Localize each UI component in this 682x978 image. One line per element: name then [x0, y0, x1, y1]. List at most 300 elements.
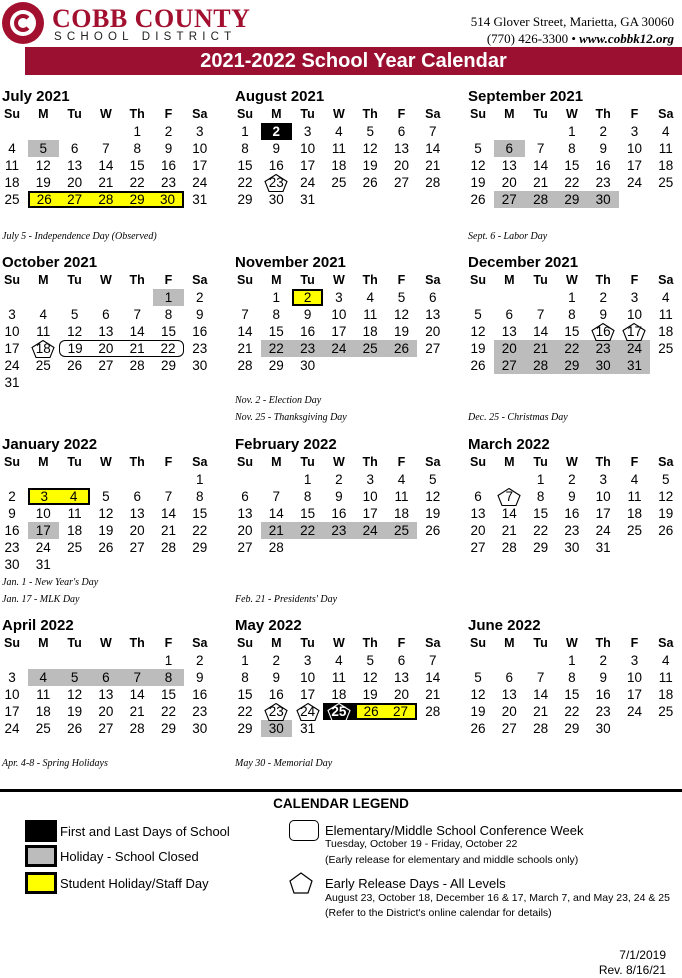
- day-cell[interactable]: [462, 140, 493, 157]
- day-cell[interactable]: [184, 539, 215, 556]
- day-cell[interactable]: [650, 306, 681, 323]
- day-cell[interactable]: [59, 522, 90, 539]
- day-cell[interactable]: [122, 123, 153, 140]
- day-cell[interactable]: [292, 488, 323, 505]
- day-cell[interactable]: [261, 720, 292, 737]
- day-cell[interactable]: [619, 289, 650, 306]
- day-cell[interactable]: [386, 686, 417, 703]
- day-cell[interactable]: [462, 686, 493, 703]
- day-cell[interactable]: [59, 140, 90, 157]
- day-cell[interactable]: [28, 191, 59, 208]
- day-cell[interactable]: [0, 669, 28, 686]
- day-cell[interactable]: [494, 669, 525, 686]
- day-cell[interactable]: [494, 323, 525, 340]
- day-cell[interactable]: [588, 471, 619, 488]
- day-cell[interactable]: [323, 652, 354, 669]
- day-cell[interactable]: [28, 720, 59, 737]
- day-cell[interactable]: [261, 669, 292, 686]
- day-cell[interactable]: [261, 686, 292, 703]
- day-cell[interactable]: [59, 686, 90, 703]
- day-cell[interactable]: [417, 140, 448, 157]
- day-cell[interactable]: [229, 174, 260, 191]
- day-cell[interactable]: [184, 140, 215, 157]
- day-cell[interactable]: [650, 123, 681, 140]
- day-cell[interactable]: [323, 471, 354, 488]
- day-cell[interactable]: [0, 157, 28, 174]
- day-cell[interactable]: [0, 686, 28, 703]
- day-cell[interactable]: [556, 686, 587, 703]
- day-cell[interactable]: [525, 157, 556, 174]
- day-cell[interactable]: [59, 191, 90, 208]
- day-cell[interactable]: [153, 174, 184, 191]
- day-cell[interactable]: [619, 669, 650, 686]
- day-cell[interactable]: [229, 323, 260, 340]
- day-cell[interactable]: [619, 357, 650, 374]
- day-cell[interactable]: [261, 191, 292, 208]
- day-cell[interactable]: [229, 686, 260, 703]
- day-cell[interactable]: [59, 505, 90, 522]
- day-cell[interactable]: [153, 669, 184, 686]
- day-cell[interactable]: [417, 522, 448, 539]
- day-cell[interactable]: [525, 191, 556, 208]
- day-cell[interactable]: [122, 323, 153, 340]
- day-cell[interactable]: [59, 669, 90, 686]
- day-cell[interactable]: [0, 505, 28, 522]
- day-cell[interactable]: [556, 505, 587, 522]
- day-cell[interactable]: [90, 488, 121, 505]
- day-cell[interactable]: [323, 289, 354, 306]
- day-cell[interactable]: [417, 174, 448, 191]
- day-cell[interactable]: [619, 306, 650, 323]
- day-cell[interactable]: [90, 686, 121, 703]
- day-cell[interactable]: [229, 306, 260, 323]
- day-cell[interactable]: [229, 357, 260, 374]
- day-cell[interactable]: [556, 140, 587, 157]
- day-cell[interactable]: [323, 703, 354, 720]
- day-cell[interactable]: [261, 703, 292, 720]
- day-cell[interactable]: [650, 471, 681, 488]
- day-cell[interactable]: [417, 471, 448, 488]
- day-cell[interactable]: [184, 703, 215, 720]
- day-cell[interactable]: [650, 686, 681, 703]
- day-cell[interactable]: [462, 669, 493, 686]
- day-cell[interactable]: [556, 191, 587, 208]
- day-cell[interactable]: [462, 306, 493, 323]
- day-cell[interactable]: [122, 340, 153, 357]
- day-cell[interactable]: [90, 191, 121, 208]
- day-cell[interactable]: [261, 174, 292, 191]
- day-cell[interactable]: [184, 488, 215, 505]
- day-cell[interactable]: [386, 488, 417, 505]
- day-cell[interactable]: [386, 340, 417, 357]
- day-cell[interactable]: [292, 505, 323, 522]
- day-cell[interactable]: [556, 488, 587, 505]
- day-cell[interactable]: [323, 686, 354, 703]
- day-cell[interactable]: [525, 471, 556, 488]
- day-cell[interactable]: [0, 191, 28, 208]
- day-cell[interactable]: [59, 357, 90, 374]
- day-cell[interactable]: [588, 174, 619, 191]
- day-cell[interactable]: [153, 306, 184, 323]
- day-cell[interactable]: [59, 703, 90, 720]
- day-cell[interactable]: [0, 374, 28, 391]
- day-cell[interactable]: [184, 471, 215, 488]
- day-cell[interactable]: [525, 357, 556, 374]
- day-cell[interactable]: [153, 686, 184, 703]
- day-cell[interactable]: [153, 123, 184, 140]
- day-cell[interactable]: [59, 323, 90, 340]
- day-cell[interactable]: [122, 686, 153, 703]
- day-cell[interactable]: [323, 340, 354, 357]
- day-cell[interactable]: [417, 652, 448, 669]
- day-cell[interactable]: [122, 174, 153, 191]
- day-cell[interactable]: [292, 174, 323, 191]
- day-cell[interactable]: [229, 652, 260, 669]
- day-cell[interactable]: [0, 556, 28, 573]
- day-cell[interactable]: [619, 686, 650, 703]
- day-cell[interactable]: [28, 357, 59, 374]
- day-cell[interactable]: [556, 174, 587, 191]
- day-cell[interactable]: [355, 157, 386, 174]
- day-cell[interactable]: [292, 123, 323, 140]
- day-cell[interactable]: [59, 488, 90, 505]
- day-cell[interactable]: [90, 157, 121, 174]
- day-cell[interactable]: [588, 720, 619, 737]
- day-cell[interactable]: [355, 522, 386, 539]
- day-cell[interactable]: [122, 505, 153, 522]
- day-cell[interactable]: [90, 522, 121, 539]
- day-cell[interactable]: [0, 522, 28, 539]
- day-cell[interactable]: [462, 157, 493, 174]
- day-cell[interactable]: [292, 340, 323, 357]
- day-cell[interactable]: [0, 539, 28, 556]
- day-cell[interactable]: [386, 652, 417, 669]
- day-cell[interactable]: [650, 522, 681, 539]
- day-cell[interactable]: [417, 340, 448, 357]
- day-cell[interactable]: [588, 505, 619, 522]
- day-cell[interactable]: [292, 669, 323, 686]
- day-cell[interactable]: [462, 191, 493, 208]
- day-cell[interactable]: [28, 505, 59, 522]
- day-cell[interactable]: [525, 174, 556, 191]
- day-cell[interactable]: [229, 123, 260, 140]
- day-cell[interactable]: [386, 505, 417, 522]
- day-cell[interactable]: [261, 306, 292, 323]
- day-cell[interactable]: [323, 306, 354, 323]
- day-cell[interactable]: [292, 720, 323, 737]
- day-cell[interactable]: [650, 323, 681, 340]
- day-cell[interactable]: [59, 174, 90, 191]
- day-cell[interactable]: [494, 703, 525, 720]
- day-cell[interactable]: [184, 123, 215, 140]
- day-cell[interactable]: [525, 669, 556, 686]
- day-cell[interactable]: [462, 522, 493, 539]
- day-cell[interactable]: [261, 157, 292, 174]
- day-cell[interactable]: [229, 669, 260, 686]
- day-cell[interactable]: [184, 652, 215, 669]
- day-cell[interactable]: [556, 720, 587, 737]
- day-cell[interactable]: [292, 522, 323, 539]
- day-cell[interactable]: [153, 539, 184, 556]
- day-cell[interactable]: [494, 191, 525, 208]
- day-cell[interactable]: [28, 522, 59, 539]
- day-cell[interactable]: [59, 539, 90, 556]
- day-cell[interactable]: [153, 157, 184, 174]
- day-cell[interactable]: [494, 488, 525, 505]
- day-cell[interactable]: [525, 340, 556, 357]
- day-cell[interactable]: [494, 140, 525, 157]
- day-cell[interactable]: [261, 140, 292, 157]
- day-cell[interactable]: [355, 488, 386, 505]
- day-cell[interactable]: [417, 289, 448, 306]
- day-cell[interactable]: [90, 340, 121, 357]
- day-cell[interactable]: [386, 522, 417, 539]
- day-cell[interactable]: [90, 323, 121, 340]
- day-cell[interactable]: [386, 289, 417, 306]
- day-cell[interactable]: [229, 157, 260, 174]
- day-cell[interactable]: [619, 471, 650, 488]
- day-cell[interactable]: [525, 306, 556, 323]
- day-cell[interactable]: [556, 522, 587, 539]
- day-cell[interactable]: [184, 306, 215, 323]
- day-cell[interactable]: [650, 140, 681, 157]
- day-cell[interactable]: [386, 140, 417, 157]
- day-cell[interactable]: [355, 323, 386, 340]
- day-cell[interactable]: [153, 488, 184, 505]
- day-cell[interactable]: [588, 340, 619, 357]
- day-cell[interactable]: [292, 686, 323, 703]
- day-cell[interactable]: [261, 123, 292, 140]
- day-cell[interactable]: [556, 703, 587, 720]
- day-cell[interactable]: [184, 289, 215, 306]
- day-cell[interactable]: [588, 539, 619, 556]
- day-cell[interactable]: [28, 539, 59, 556]
- day-cell[interactable]: [184, 720, 215, 737]
- day-cell[interactable]: [355, 505, 386, 522]
- day-cell[interactable]: [650, 505, 681, 522]
- day-cell[interactable]: [153, 522, 184, 539]
- day-cell[interactable]: [90, 306, 121, 323]
- day-cell[interactable]: [386, 306, 417, 323]
- day-cell[interactable]: [556, 539, 587, 556]
- day-cell[interactable]: [556, 652, 587, 669]
- day-cell[interactable]: [556, 669, 587, 686]
- day-cell[interactable]: [261, 488, 292, 505]
- day-cell[interactable]: [184, 505, 215, 522]
- day-cell[interactable]: [462, 174, 493, 191]
- day-cell[interactable]: [28, 340, 59, 357]
- day-cell[interactable]: [462, 720, 493, 737]
- day-cell[interactable]: [355, 140, 386, 157]
- day-cell[interactable]: [619, 522, 650, 539]
- day-cell[interactable]: [323, 140, 354, 157]
- day-cell[interactable]: [462, 488, 493, 505]
- day-cell[interactable]: [90, 703, 121, 720]
- day-cell[interactable]: [28, 323, 59, 340]
- day-cell[interactable]: [355, 471, 386, 488]
- day-cell[interactable]: [153, 652, 184, 669]
- day-cell[interactable]: [556, 357, 587, 374]
- day-cell[interactable]: [525, 140, 556, 157]
- day-cell[interactable]: [525, 488, 556, 505]
- day-cell[interactable]: [386, 157, 417, 174]
- day-cell[interactable]: [650, 488, 681, 505]
- day-cell[interactable]: [261, 522, 292, 539]
- day-cell[interactable]: [292, 289, 323, 306]
- day-cell[interactable]: [494, 522, 525, 539]
- day-cell[interactable]: [525, 686, 556, 703]
- day-cell[interactable]: [153, 720, 184, 737]
- day-cell[interactable]: [122, 357, 153, 374]
- day-cell[interactable]: [355, 686, 386, 703]
- day-cell[interactable]: [386, 703, 417, 720]
- day-cell[interactable]: [494, 505, 525, 522]
- day-cell[interactable]: [556, 340, 587, 357]
- day-cell[interactable]: [323, 522, 354, 539]
- day-cell[interactable]: [619, 157, 650, 174]
- day-cell[interactable]: [386, 174, 417, 191]
- day-cell[interactable]: [525, 505, 556, 522]
- day-cell[interactable]: [292, 357, 323, 374]
- day-cell[interactable]: [122, 720, 153, 737]
- day-cell[interactable]: [494, 357, 525, 374]
- day-cell[interactable]: [292, 323, 323, 340]
- day-cell[interactable]: [588, 191, 619, 208]
- day-cell[interactable]: [184, 522, 215, 539]
- day-cell[interactable]: [588, 357, 619, 374]
- day-cell[interactable]: [122, 191, 153, 208]
- day-cell[interactable]: [184, 340, 215, 357]
- day-cell[interactable]: [386, 323, 417, 340]
- day-cell[interactable]: [0, 720, 28, 737]
- day-cell[interactable]: [417, 686, 448, 703]
- day-cell[interactable]: [619, 703, 650, 720]
- day-cell[interactable]: [0, 140, 28, 157]
- day-cell[interactable]: [417, 157, 448, 174]
- day-cell[interactable]: [417, 306, 448, 323]
- day-cell[interactable]: [494, 539, 525, 556]
- day-cell[interactable]: [494, 720, 525, 737]
- day-cell[interactable]: [0, 703, 28, 720]
- day-cell[interactable]: [122, 306, 153, 323]
- day-cell[interactable]: [650, 157, 681, 174]
- day-cell[interactable]: [153, 505, 184, 522]
- day-cell[interactable]: [417, 123, 448, 140]
- day-cell[interactable]: [417, 703, 448, 720]
- day-cell[interactable]: [122, 539, 153, 556]
- day-cell[interactable]: [90, 357, 121, 374]
- day-cell[interactable]: [386, 669, 417, 686]
- day-cell[interactable]: [556, 323, 587, 340]
- day-cell[interactable]: [386, 471, 417, 488]
- day-cell[interactable]: [184, 191, 215, 208]
- day-cell[interactable]: [323, 488, 354, 505]
- day-cell[interactable]: [650, 669, 681, 686]
- day-cell[interactable]: [0, 306, 28, 323]
- day-cell[interactable]: [153, 191, 184, 208]
- day-cell[interactable]: [323, 157, 354, 174]
- day-cell[interactable]: [556, 123, 587, 140]
- day-cell[interactable]: [494, 157, 525, 174]
- day-cell[interactable]: [355, 703, 386, 720]
- day-cell[interactable]: [122, 669, 153, 686]
- day-cell[interactable]: [650, 289, 681, 306]
- day-cell[interactable]: [184, 669, 215, 686]
- day-cell[interactable]: [292, 652, 323, 669]
- day-cell[interactable]: [462, 505, 493, 522]
- day-cell[interactable]: [323, 123, 354, 140]
- day-cell[interactable]: [525, 720, 556, 737]
- day-cell[interactable]: [494, 686, 525, 703]
- day-cell[interactable]: [0, 323, 28, 340]
- day-cell[interactable]: [292, 140, 323, 157]
- day-cell[interactable]: [355, 289, 386, 306]
- day-cell[interactable]: [153, 140, 184, 157]
- day-cell[interactable]: [28, 556, 59, 573]
- day-cell[interactable]: [261, 539, 292, 556]
- day-cell[interactable]: [59, 720, 90, 737]
- day-cell[interactable]: [323, 174, 354, 191]
- day-cell[interactable]: [0, 357, 28, 374]
- day-cell[interactable]: [588, 652, 619, 669]
- day-cell[interactable]: [355, 669, 386, 686]
- day-cell[interactable]: [588, 140, 619, 157]
- day-cell[interactable]: [59, 157, 90, 174]
- day-cell[interactable]: [229, 703, 260, 720]
- day-cell[interactable]: [619, 140, 650, 157]
- day-cell[interactable]: [525, 522, 556, 539]
- day-cell[interactable]: [525, 539, 556, 556]
- day-cell[interactable]: [90, 140, 121, 157]
- day-cell[interactable]: [28, 488, 59, 505]
- day-cell[interactable]: [261, 289, 292, 306]
- day-cell[interactable]: [0, 488, 28, 505]
- day-cell[interactable]: [323, 323, 354, 340]
- day-cell[interactable]: [122, 703, 153, 720]
- day-cell[interactable]: [462, 323, 493, 340]
- day-cell[interactable]: [355, 340, 386, 357]
- day-cell[interactable]: [261, 652, 292, 669]
- day-cell[interactable]: [494, 306, 525, 323]
- day-cell[interactable]: [28, 157, 59, 174]
- day-cell[interactable]: [153, 340, 184, 357]
- day-cell[interactable]: [556, 157, 587, 174]
- day-cell[interactable]: [229, 191, 260, 208]
- day-cell[interactable]: [153, 323, 184, 340]
- day-cell[interactable]: [494, 174, 525, 191]
- day-cell[interactable]: [122, 140, 153, 157]
- day-cell[interactable]: [229, 505, 260, 522]
- day-cell[interactable]: [525, 703, 556, 720]
- day-cell[interactable]: [0, 340, 28, 357]
- day-cell[interactable]: [323, 505, 354, 522]
- day-cell[interactable]: [355, 652, 386, 669]
- day-cell[interactable]: [292, 191, 323, 208]
- day-cell[interactable]: [90, 720, 121, 737]
- day-cell[interactable]: [417, 488, 448, 505]
- day-cell[interactable]: [619, 340, 650, 357]
- day-cell[interactable]: [292, 306, 323, 323]
- day-cell[interactable]: [556, 306, 587, 323]
- day-cell[interactable]: [184, 357, 215, 374]
- day-cell[interactable]: [229, 720, 260, 737]
- day-cell[interactable]: [650, 703, 681, 720]
- day-cell[interactable]: [588, 488, 619, 505]
- day-cell[interactable]: [28, 669, 59, 686]
- day-cell[interactable]: [229, 340, 260, 357]
- day-cell[interactable]: [556, 289, 587, 306]
- day-cell[interactable]: [261, 323, 292, 340]
